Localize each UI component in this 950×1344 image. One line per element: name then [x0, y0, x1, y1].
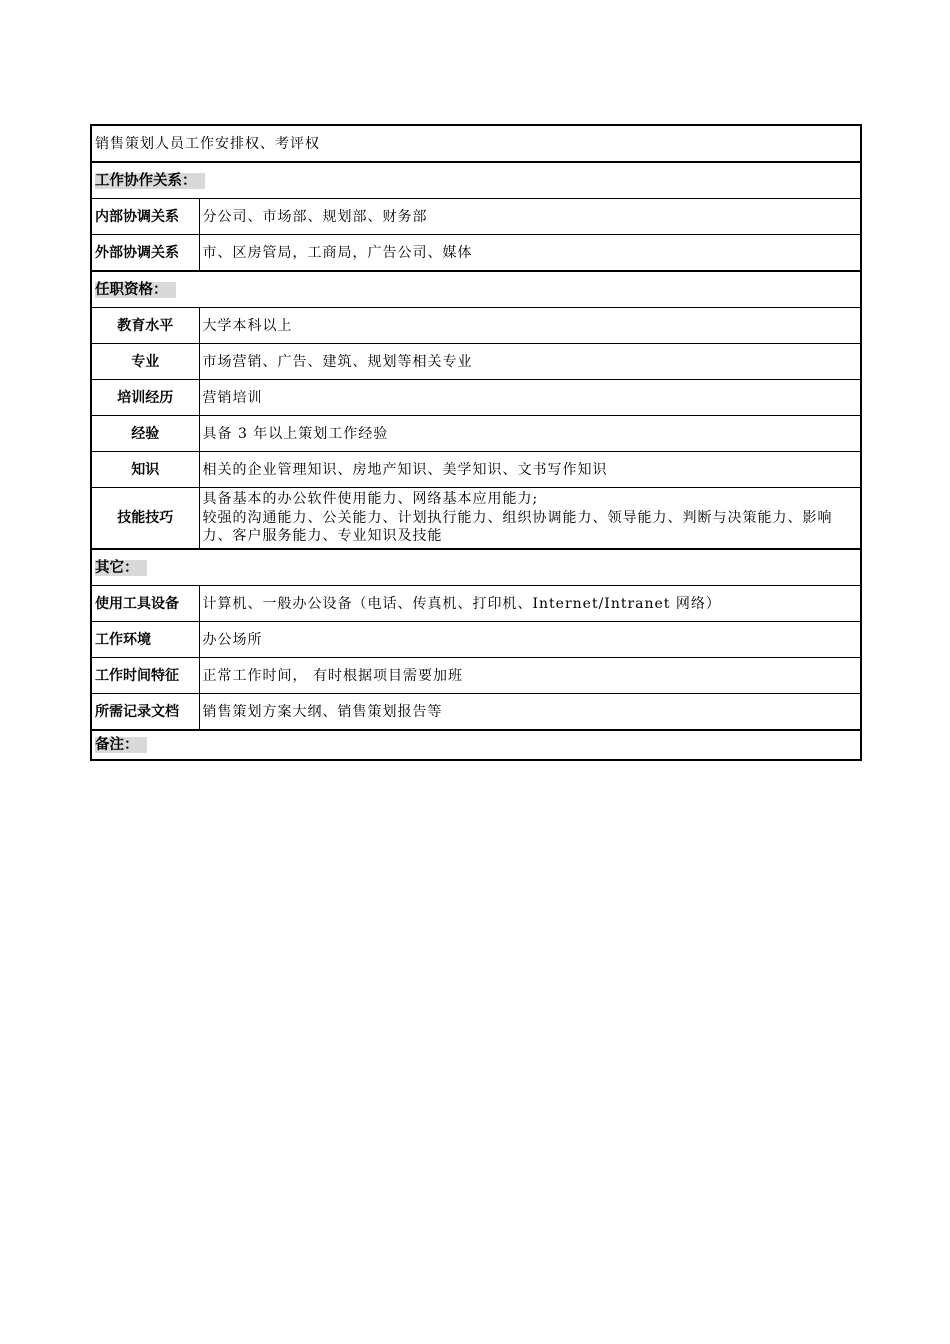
- table-row: [91, 308, 861, 344]
- skills-label: 技能技巧: [91, 488, 199, 550]
- table-row: [91, 416, 861, 452]
- section-other-title: 其它：: [95, 560, 147, 576]
- table-row: [91, 199, 861, 235]
- section-remarks-title: 备注：: [95, 737, 147, 753]
- skills-value: [199, 488, 861, 550]
- education-value: 大学本科以上: [199, 308, 861, 344]
- section-remarks: [91, 730, 861, 760]
- tools-label: 使用工具设备: [91, 586, 199, 622]
- section-qualification: [91, 271, 861, 308]
- skills-line-2: 较强的沟通能力、公关能力、计划执行能力、组织协调能力、领导能力、判断与决策能力、影响力、客户服务能力、专业知识及技能: [202, 509, 833, 545]
- table-row: [91, 380, 861, 416]
- external-coordination-label: 外部协调关系: [91, 235, 199, 272]
- table-row: [91, 235, 861, 272]
- knowledge-label: 知识: [91, 452, 199, 488]
- job-description-table: [90, 124, 862, 761]
- table-row: [91, 694, 861, 731]
- work-time-label: 工作时间特征: [91, 658, 199, 694]
- knowledge-value: 相关的企业管理知识、房地产知识、美学知识、文书写作知识: [199, 452, 861, 488]
- table-row: [91, 344, 861, 380]
- training-label: 培训经历: [91, 380, 199, 416]
- documents-value: 销售策划方案大纲、销售策划报告等: [199, 694, 861, 731]
- experience-value: 具备 3 年以上策划工作经验: [199, 416, 861, 452]
- work-time-value: 正常工作时间， 有时根据项目需要加班: [199, 658, 861, 694]
- table-row: [91, 586, 861, 622]
- table-row: [91, 488, 861, 550]
- experience-label: 经验: [91, 416, 199, 452]
- section-cooperation: [91, 162, 861, 199]
- training-value: 营销培训: [199, 380, 861, 416]
- skills-line-1: 具备基本的办公软件使用能力、网络基本应用能力;: [202, 491, 539, 508]
- documents-label: 所需记录文档: [91, 694, 199, 731]
- section-cooperation-title: 工作协作关系：: [95, 173, 205, 189]
- authority-text: 销售策划人员工作安排权、考评权: [91, 125, 861, 162]
- section-other: [91, 549, 861, 586]
- major-value: 市场营销、广告、建筑、规划等相关专业: [199, 344, 861, 380]
- external-coordination-value: 市、区房管局，工商局，广告公司、媒体: [199, 235, 861, 272]
- table-row: [91, 452, 861, 488]
- tools-value: 计算机、一般办公设备（电话、传真机、打印机、Internet/Intranet 网络）: [199, 586, 861, 622]
- authority-row: [91, 125, 861, 162]
- table-row: [91, 658, 861, 694]
- environment-label: 工作环境: [91, 622, 199, 658]
- environment-value: 办公场所: [199, 622, 861, 658]
- education-label: 教育水平: [91, 308, 199, 344]
- internal-coordination-value: 分公司、市场部、规划部、财务部: [199, 199, 861, 235]
- major-label: 专业: [91, 344, 199, 380]
- section-qualification-title: 任职资格：: [95, 282, 176, 298]
- internal-coordination-label: 内部协调关系: [91, 199, 199, 235]
- table-row: [91, 622, 861, 658]
